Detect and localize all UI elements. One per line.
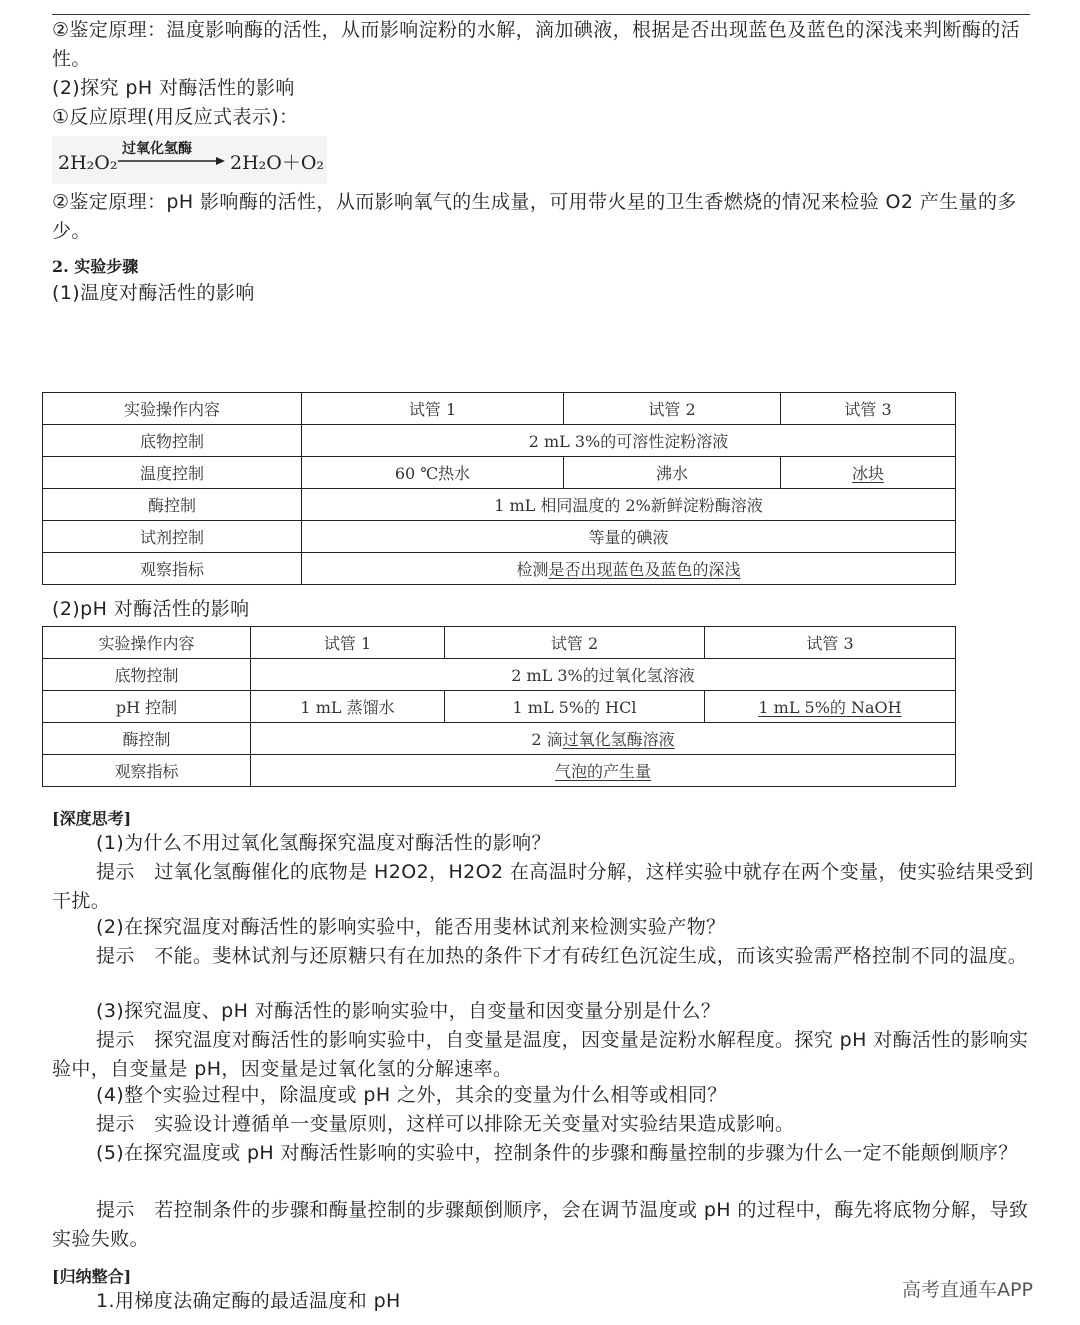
table-header-cell: 实验操作内容 bbox=[43, 393, 302, 425]
identification-principle-ph: ②鉴定原理：pH 影响酶的活性，从而影响氧气的生成量，可用带火星的卫生香燃烧的情况来检验 O2 产生量的多少。 bbox=[52, 191, 1017, 242]
table-row bbox=[43, 723, 956, 755]
underlined-answer: 是否出现蓝色及蓝色的深浅 bbox=[548, 560, 741, 579]
equation-catalyst: 过氧化氢酶 bbox=[122, 141, 192, 157]
temperature-subheading: (1)温度对酶活性的影响 bbox=[52, 282, 255, 304]
table-header-cell: 试管 2 bbox=[564, 393, 781, 425]
deep-thinking-title: [深度思考] bbox=[52, 809, 132, 828]
equation-reactant: 2H₂O₂ bbox=[58, 152, 118, 174]
underlined-answer: 冰块 bbox=[851, 464, 884, 483]
answer-5: 提示 若控制条件的步骤和酶量控制的步骤颠倒顺序，会在调节温度或 pH 的过程中，酶先将底物分解，导致实验失败。 bbox=[52, 1199, 1029, 1250]
table-row bbox=[43, 489, 956, 521]
underlined-answer: 气泡的产生量 bbox=[554, 762, 651, 781]
table-header-cell: 试管 3 bbox=[781, 393, 956, 425]
table-row bbox=[43, 553, 956, 585]
question-5: (5)在探究温度或 pH 对酶活性影响的实验中，控制条件的步骤和酶量控制的步骤为什么一定不能颠倒顺序？ bbox=[96, 1142, 1018, 1164]
table-cell: 1 mL 蒸馏水 bbox=[251, 691, 445, 723]
table-row bbox=[43, 659, 956, 691]
table-row bbox=[43, 457, 956, 489]
table-cell bbox=[251, 755, 956, 787]
ph-experiment-table bbox=[42, 626, 956, 787]
answer-3: 提示 探究温度对酶活性的影响实验中，自变量是温度，因变量是淀粉水解程度。探究 pH 对酶活性的影响实验中，自变量是 pH，因变量是过氧化氢的分解速率。 bbox=[52, 1029, 1029, 1080]
underlined-answer: 过氧化氢酶溶液 bbox=[562, 730, 675, 749]
row-label: 底物控制 bbox=[43, 425, 302, 457]
reaction-equation bbox=[52, 136, 327, 184]
table-cell bbox=[251, 723, 956, 755]
table-cell bbox=[302, 553, 956, 585]
underlined-answer: 1 mL 5%的 NaOH bbox=[758, 698, 902, 717]
table-cell: 等量的碘液 bbox=[302, 521, 956, 553]
reaction-principle-label: ①反应原理(用反应式表示)： bbox=[52, 106, 299, 128]
question-3: (3)探究温度、pH 对酶活性的影响实验中，自变量和因变量分别是什么？ bbox=[96, 1000, 721, 1022]
cell-prefix: 检测 bbox=[516, 560, 549, 579]
section-experiment-steps: 2. 实验步骤 bbox=[52, 257, 139, 276]
table-header-cell: 试管 2 bbox=[445, 627, 705, 659]
answer-4: 提示 实验设计遵循单一变量原则，这样可以排除无关变量对实验结果造成影响。 bbox=[96, 1113, 795, 1135]
cell-prefix: 2 滴 bbox=[531, 730, 563, 749]
table-row bbox=[43, 521, 956, 553]
row-label: 酶控制 bbox=[43, 489, 302, 521]
table-cell: 1 mL 5%的 HCl bbox=[445, 691, 705, 723]
identification-principle-temperature: ②鉴定原理：温度影响酶的活性，从而影响淀粉的水解，滴加碘液，根据是否出现蓝色及蓝色的深浅来判断酶的活性。 bbox=[52, 19, 1021, 70]
table-cell: 沸水 bbox=[564, 457, 781, 489]
table-cell: 60 ℃热水 bbox=[302, 457, 564, 489]
top-rule bbox=[52, 14, 1030, 15]
equation-products: 2H₂O＋O₂ bbox=[230, 152, 325, 174]
table-header-cell: 试管 3 bbox=[705, 627, 956, 659]
summary-title: [归纳整合] bbox=[52, 1267, 132, 1286]
ph-heading: (2)探究 pH 对酶活性的影响 bbox=[52, 77, 295, 99]
answer-1: 提示 过氧化氢酶催化的底物是 H2O2，H2O2 在高温时分解，这样实验中就存在两个变量，使实验结果受到干扰。 bbox=[52, 861, 1034, 912]
table-row bbox=[43, 393, 956, 425]
table-row bbox=[43, 425, 956, 457]
row-label: 观察指标 bbox=[43, 755, 251, 787]
question-4: (4)整个实验过程中，除温度或 pH 之外，其余的变量为什么相等或相同？ bbox=[96, 1084, 727, 1106]
row-label: 底物控制 bbox=[43, 659, 251, 691]
table-cell: 2 mL 3%的过氧化氢溶液 bbox=[251, 659, 956, 691]
row-label: pH 控制 bbox=[43, 691, 251, 723]
question-1: (1)为什么不用过氧化氢酶探究温度对酶活性的影响？ bbox=[96, 832, 551, 854]
table-header-cell: 试管 1 bbox=[251, 627, 445, 659]
table-cell bbox=[781, 457, 956, 489]
temperature-experiment-table bbox=[42, 392, 956, 585]
table-row bbox=[43, 755, 956, 787]
row-label: 观察指标 bbox=[43, 553, 302, 585]
question-2: (2)在探究温度对酶活性的影响实验中，能否用斐林试剂来检测实验产物？ bbox=[96, 916, 726, 938]
table-cell: 2 mL 3%的可溶性淀粉溶液 bbox=[302, 425, 956, 457]
row-label: 试剂控制 bbox=[43, 521, 302, 553]
table-cell: 1 mL 相同温度的 2%新鲜淀粉酶溶液 bbox=[302, 489, 956, 521]
watermark: 高考直通车APP bbox=[902, 1279, 1033, 1301]
table-row bbox=[43, 691, 956, 723]
table-cell bbox=[705, 691, 956, 723]
row-label: 酶控制 bbox=[43, 723, 251, 755]
table-header-cell: 试管 1 bbox=[302, 393, 564, 425]
table-row bbox=[43, 627, 956, 659]
summary-item-1: 1.用梯度法确定酶的最适温度和 pH bbox=[96, 1290, 401, 1312]
table-header-cell: 实验操作内容 bbox=[43, 627, 251, 659]
ph-subheading: (2)pH 对酶活性的影响 bbox=[52, 598, 250, 620]
answer-2: 提示 不能。斐林试剂与还原糖只有在加热的条件下才有砖红色沉淀生成，而该实验需严格控制不同的温度。 bbox=[96, 945, 1028, 967]
row-label: 温度控制 bbox=[43, 457, 302, 489]
